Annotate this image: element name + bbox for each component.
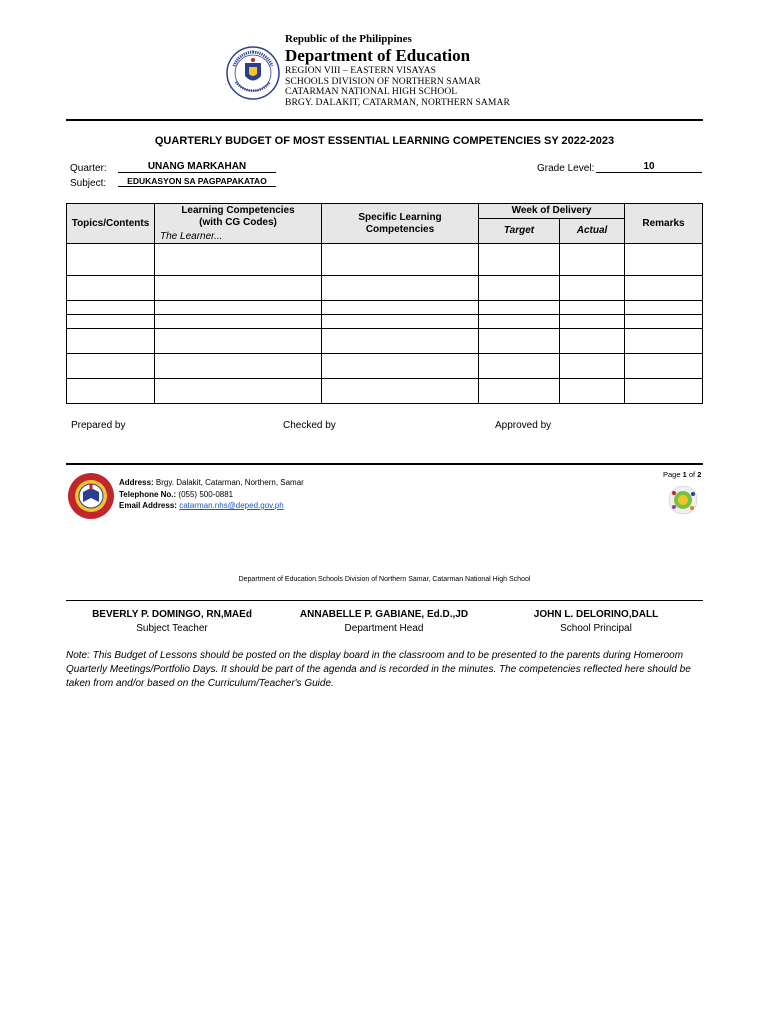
table-cell[interactable] (322, 315, 479, 329)
table-cell[interactable] (560, 329, 625, 354)
page-current: 1 (682, 470, 687, 479)
quarter-label: Quarter: (70, 163, 107, 174)
competency-table (66, 203, 703, 404)
table-cell[interactable] (560, 244, 625, 276)
table-cell[interactable] (479, 244, 560, 276)
table-cell[interactable] (560, 276, 625, 301)
table-cell[interactable] (625, 329, 703, 354)
page-of: of (686, 470, 698, 479)
form-title: QUARTERLY BUDGET OF MOST ESSENTIAL LEARNING COMPETENCIES SY 2022-2023 (154, 135, 615, 147)
slc-header-line1: Specific Learning (358, 211, 442, 223)
contact-block (119, 477, 304, 512)
table-cell[interactable] (625, 244, 703, 276)
table-cell[interactable] (479, 354, 560, 379)
teacher-role: Subject Teacher (136, 623, 208, 634)
grade-level-label: Grade Level: (537, 163, 595, 174)
teacher-name: BEVERLY P. DOMINGO, RN,MAEd (92, 609, 252, 620)
table-cell[interactable] (625, 301, 703, 315)
table-cell[interactable] (67, 301, 155, 315)
table-row (67, 329, 703, 354)
deped-seal-logo (226, 46, 280, 100)
col-header-target: Target (479, 219, 560, 244)
table-cell[interactable] (625, 276, 703, 301)
table-cell[interactable] (479, 276, 560, 301)
phone-label: Telephone No.: (119, 489, 177, 499)
table-cell[interactable] (155, 329, 322, 354)
table-cell[interactable] (322, 244, 479, 276)
page-prefix: Page (663, 470, 683, 479)
table-cell[interactable] (67, 244, 155, 276)
table-cell[interactable] (155, 315, 322, 329)
republic-label: Republic of the Philippines (285, 33, 412, 45)
table-cell[interactable] (67, 379, 155, 404)
table-cell[interactable] (322, 301, 479, 315)
phone-row (119, 489, 304, 501)
table-row (67, 276, 703, 301)
header-divider (66, 119, 703, 121)
table-cell[interactable] (560, 379, 625, 404)
principal-role: School Principal (560, 623, 632, 634)
email-link[interactable]: catarman.nhs@deped.gov.ph (179, 501, 284, 510)
lc-header-learner: The Learner... (160, 231, 223, 242)
division-line: SCHOOLS DIVISION OF NORTHERN SAMAR (285, 75, 481, 87)
address-value: Brgy. Dalakit, Catarman, Northern, Samar (155, 478, 304, 487)
region-line: REGION VIII – EASTERN VISAYAS (285, 65, 437, 76)
phone-value: (055) 500-0881 (178, 489, 234, 499)
address-line: BRGY. DALAKIT, CATARMAN, NORTHERN SAMAR (285, 96, 510, 108)
table-cell[interactable] (67, 354, 155, 379)
table-cell[interactable] (479, 315, 560, 329)
table-row (67, 354, 703, 379)
page-total: 2 (697, 470, 702, 479)
page-number (663, 470, 701, 479)
col-header-week-of-delivery: Week of Delivery (479, 204, 625, 219)
table-cell[interactable] (155, 379, 322, 404)
program-badge-logo (666, 485, 700, 515)
email-row (119, 500, 304, 512)
table-cell[interactable] (479, 301, 560, 315)
table-cell[interactable] (322, 276, 479, 301)
table-cell[interactable] (479, 379, 560, 404)
table-cell[interactable] (560, 354, 625, 379)
posting-note: Note: This Budget of Lessons should be posted on the display board in the classroom and to be presented to the parents during Homeroom Quarterly Meetings/Portfolio Days. It should be part of the agenda and is recorded in the minutes. The competencies reflected here should be taken from and/or based on the Curriculum/Teacher's Guide. (66, 650, 691, 689)
address-row (119, 477, 304, 489)
address-label: Address: (119, 478, 154, 487)
table-cell[interactable] (322, 329, 479, 354)
col-header-specific-competencies (322, 204, 479, 244)
table-cell[interactable] (322, 354, 479, 379)
table-cell[interactable] (560, 315, 625, 329)
col-header-remarks: Remarks (625, 204, 703, 244)
table-cell[interactable] (625, 379, 703, 404)
table-row (67, 379, 703, 404)
table-cell[interactable] (322, 379, 479, 404)
department-title: Department of Education (285, 46, 471, 65)
table-cell[interactable] (155, 301, 322, 315)
table-cell[interactable] (625, 315, 703, 329)
table-cell[interactable] (560, 301, 625, 315)
school-line: CATARMAN NATIONAL HIGH SCHOOL (285, 86, 458, 98)
table-cell[interactable] (155, 354, 322, 379)
table-cell[interactable] (67, 329, 155, 354)
lc-header-line1: Learning Competencies (181, 205, 295, 216)
grade-level-value: 10 (596, 161, 702, 173)
email-label: Email Address: (119, 501, 177, 510)
table-row (67, 301, 703, 315)
col-header-topics: Topics/Contents (67, 204, 155, 244)
col-header-learning-competencies (155, 204, 322, 244)
subject-value: EDUKASYON SA PAGPAPAKATAO (118, 176, 276, 187)
slc-header-line2: Competencies (365, 223, 435, 235)
footer-divider (66, 463, 703, 465)
table-cell[interactable] (479, 329, 560, 354)
lc-header-line2: (with CG Codes) (199, 217, 277, 228)
table-row (67, 315, 703, 329)
footer-institution-text: Department of Education Schools Division of Northern Samar, Catarman National High School (238, 576, 531, 583)
school-logo (67, 472, 115, 520)
department-head-name: ANNABELLE P. GABIANE, Ed.D.,JD (299, 609, 469, 620)
signature-divider (66, 600, 703, 601)
table-cell[interactable] (67, 315, 155, 329)
checked-by-label: Checked by (283, 420, 336, 431)
table-cell[interactable] (155, 244, 322, 276)
table-cell[interactable] (67, 276, 155, 301)
col-header-actual: Actual (560, 219, 625, 244)
approved-by-label: Approved by (495, 420, 552, 431)
table-cell[interactable] (625, 354, 703, 379)
subject-label: Subject: (70, 178, 107, 189)
quarter-value: UNANG MARKAHAN (118, 161, 276, 173)
table-cell[interactable] (155, 276, 322, 301)
letterhead (285, 33, 510, 108)
department-head-role: Department Head (344, 623, 424, 634)
table-row (67, 244, 703, 276)
principal-name: JOHN L. DELORINO,DALL (533, 609, 659, 620)
prepared-by-label: Prepared by (71, 420, 126, 431)
